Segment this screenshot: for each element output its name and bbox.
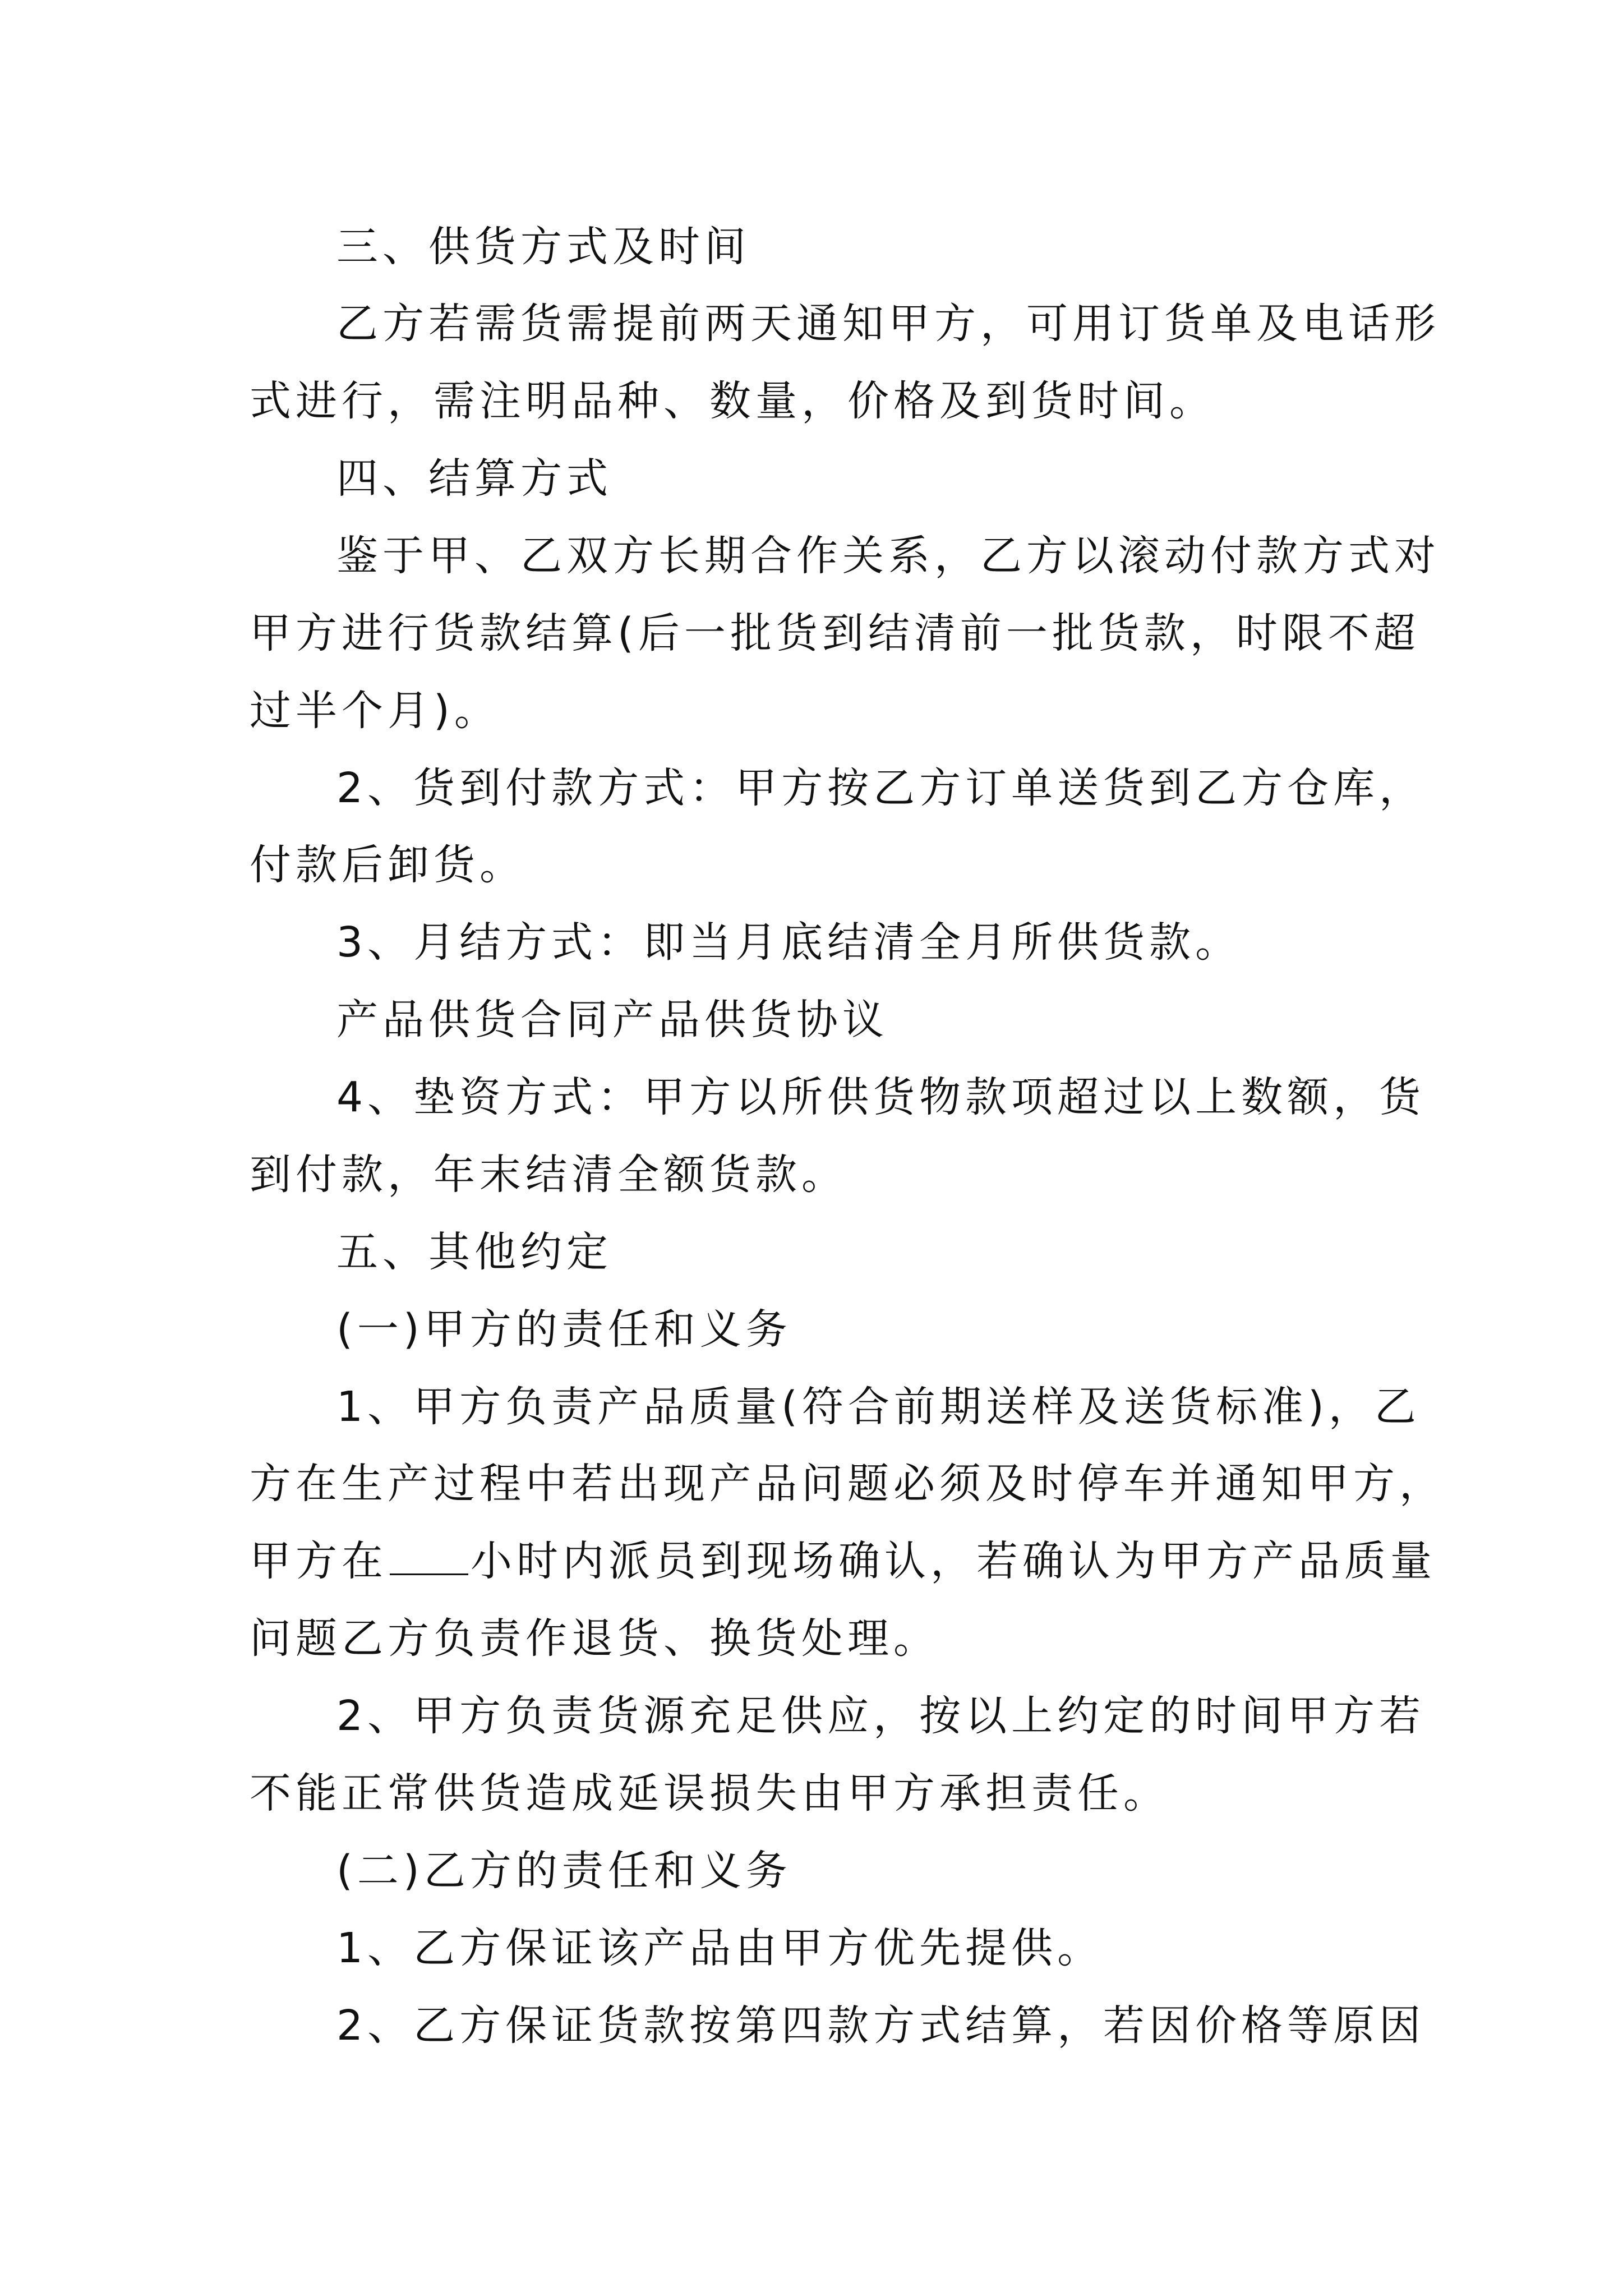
text-segment: 甲方在 (250, 1537, 388, 1585)
subheading-party-b-duties: (二)乙方的责任和义务 (336, 1847, 792, 1895)
paragraph-line: 付款后卸货。 (250, 841, 525, 889)
paragraph-line: 1、甲方负责产品质量(符合前期送样及送货标准)，乙 (336, 1383, 1421, 1431)
paragraph-line: 式进行，需注明品种、数量，价格及到货时间。 (250, 377, 1215, 425)
paragraph-line: 甲方进行货款结算(后一批货到结清前一批货款，时限不超 (250, 609, 1420, 657)
fill-in-blank (390, 1540, 468, 1575)
paragraph-line: 不能正常供货造成延误损失由甲方承担责任。 (250, 1769, 1169, 1818)
paragraph-line: 产品供货合同产品供货协议 (336, 996, 888, 1044)
paragraph-line-with-blank (250, 1536, 1436, 1586)
paragraph-line: 鉴于甲、乙双方长期合作关系，乙方以滚动付款方式对 (336, 532, 1440, 580)
paragraph-line: 方在生产过程中若出现产品问题必须及时停车并通知甲方， (250, 1460, 1445, 1508)
paragraph-line: 2、甲方负责货源充足供应，按以上约定的时间甲方若 (336, 1692, 1426, 1740)
paragraph-line: 2、乙方保证货款按第四款方式结算，若因价格等原因 (336, 2001, 1426, 2050)
paragraph-line: 乙方若需货需提前两天通知甲方，可用订货单及电话形 (336, 300, 1440, 348)
paragraph-line: 1、乙方保证该产品由甲方优先提供。 (336, 1924, 1104, 1972)
paragraph-line: 到付款，年末结清全额货款。 (250, 1151, 847, 1199)
paragraph-line: 问题乙方负责作退货、换货处理。 (250, 1614, 939, 1663)
paragraph-line: 4、垫资方式：甲方以所供货物款项超过以上数额，货 (336, 1073, 1426, 1121)
paragraph-line: 2、货到付款方式：甲方按乙方订单送货到乙方仓库， (336, 764, 1426, 812)
heading-supply-method: 三、供货方式及时间 (336, 223, 750, 271)
paragraph-line: 3、月结方式：即当月底结清全月所供货款。 (336, 918, 1242, 967)
heading-settlement-method: 四、结算方式 (336, 454, 612, 503)
heading-other-agreements: 五、其他约定 (336, 1228, 612, 1276)
paragraph-line: 过半个月)。 (250, 687, 500, 735)
text-segment: 小时内派员到现场确认，若确认为甲方产品质量 (471, 1537, 1436, 1585)
subheading-party-a-duties: (一)甲方的责任和义务 (336, 1305, 792, 1354)
